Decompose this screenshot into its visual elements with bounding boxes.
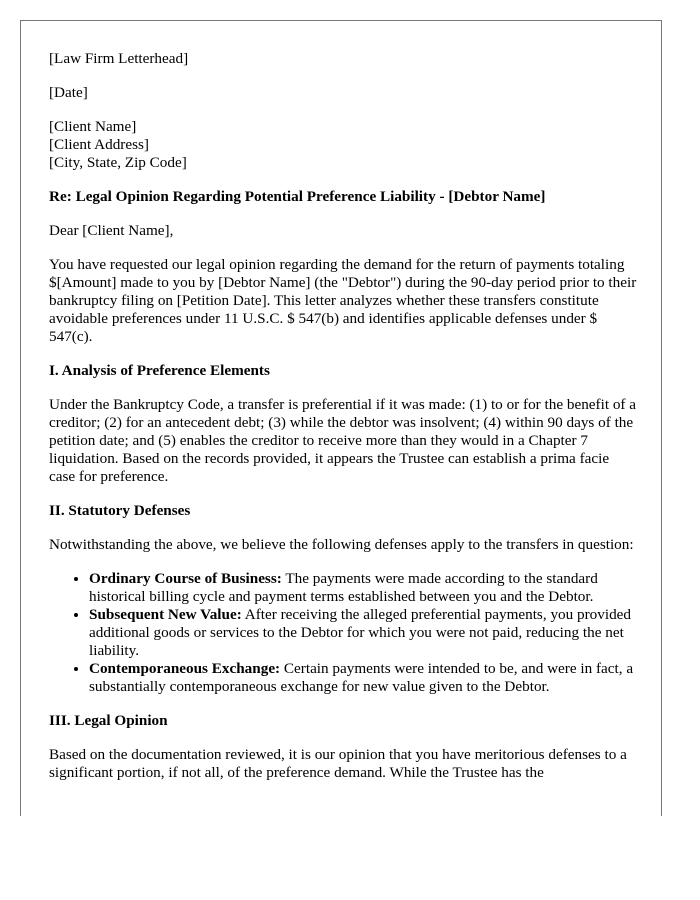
section-heading: III. Legal Opinion: [49, 712, 168, 729]
section-heading: II. Statutory Defenses: [49, 502, 191, 519]
date: [Date]: [49, 84, 88, 101]
defense-term: Contemporaneous Exchange:: [89, 660, 281, 677]
defense-term: Subsequent New Value:: [89, 606, 242, 623]
section-body: Notwithstanding the above, we believe the following defenses apply to the transfers in question:: [49, 536, 634, 553]
client-address-block: [49, 118, 639, 172]
defense-text: Certain payments were intended to be, and were in fact, a substantially contemporaneous exchange for new value given to the Debtor.: [89, 660, 634, 695]
subject-line: Re: Legal Opinion Regarding Potential Preference Liability - [Debtor Name]: [49, 188, 546, 205]
list-item: [89, 606, 639, 660]
defense-text: After receiving the alleged preferential payments, you provided additional goods or services to the Debtor for which you were not paid, reducing the net liability.: [89, 606, 632, 659]
defenses-list: [49, 570, 639, 696]
salutation: Dear [Client Name],: [49, 222, 174, 239]
section-heading: I. Analysis of Preference Elements: [49, 362, 270, 379]
list-item: [89, 570, 639, 606]
defense-text: The payments were made according to the standard historical billing cycle and payment terms established between you and the Debtor.: [89, 570, 598, 605]
section-body: Based on the documentation reviewed, it is our opinion that you have meritorious defenses to a significant portion, if not all, of the preference demand. While the Trustee has the: [49, 746, 627, 781]
defense-term: Ordinary Course of Business:: [89, 570, 282, 587]
client-city: [City, State, Zip Code]: [49, 154, 187, 171]
client-name: [Client Name]: [49, 118, 137, 135]
letterhead: [Law Firm Letterhead]: [49, 50, 189, 67]
intro-paragraph: You have requested our legal opinion regarding the demand for the return of payments totaling $[Amount] made to you by [Debtor Name] (the "Debtor") during the 90-day period prior to their bankruptcy filing on [Petition Date]. This letter analyzes whether these transfers constitute avoidable preferences under 11 U.S.C. $ 547(b) and identifies applicable defenses under $ 547(c).: [49, 256, 637, 345]
letter-page: [20, 20, 662, 816]
section-body: Under the Bankruptcy Code, a transfer is preferential if it was made: (1) to or for the benefit of a creditor; (2) for an antecedent debt; (3) while the debtor was insolvent; (4) within 90 days of the petition date; and (5) enables the creditor to receive more than they would in a Chapter 7 liquidation. Based on the records provided, it appears the Trustee can establish a prima facie case for preference.: [49, 396, 637, 485]
list-item: [89, 660, 639, 696]
client-address: [Client Address]: [49, 136, 149, 153]
